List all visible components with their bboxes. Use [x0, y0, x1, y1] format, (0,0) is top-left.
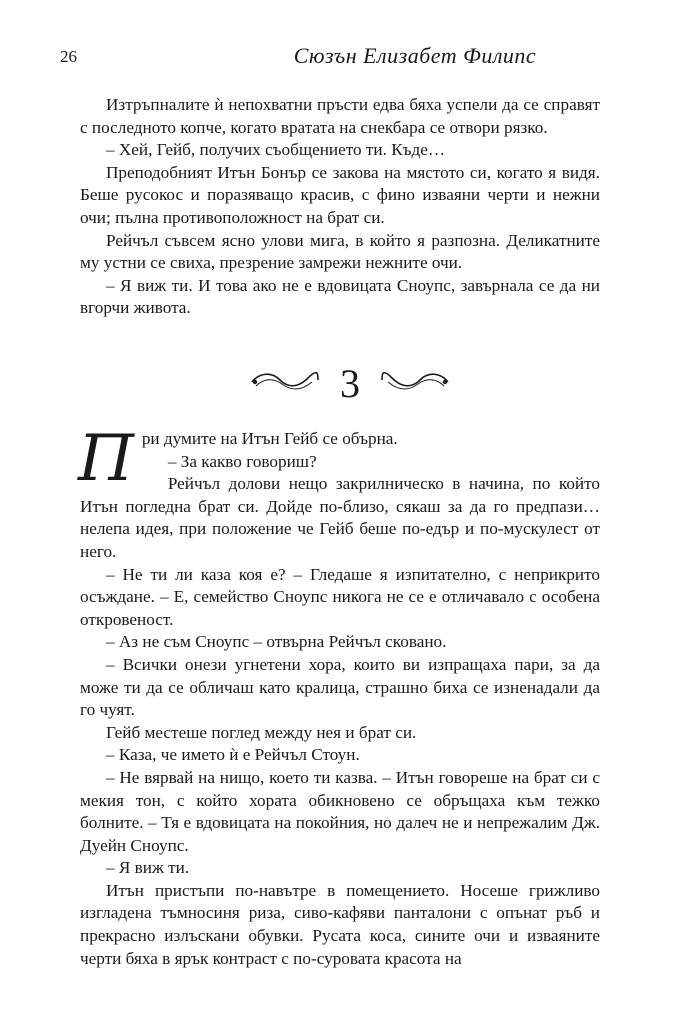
right-flourish-ornament — [380, 360, 450, 400]
chapter-text — [78, 422, 600, 970]
chapter-number: 3 — [340, 361, 360, 406]
drop-cap: П — [78, 422, 134, 496]
opening-text: ри думите на Итън Гейб се обърна. — [141, 429, 398, 448]
paragraph: – Всички онези угнетени хора, които ви изпращаха пари, за да може ти да се обличаш като кралица, страшно биха се изненадали да го чуят. — [80, 654, 600, 720]
paragraph: Преподобният Итън Бонър се закова на мястото си, когато я видя. Беше русокос и поразяващо красив, с фино изваяни черти и нежни очи; пълна противоположност на брат си. — [80, 162, 600, 227]
paragraph: Рейчъл долови нещо закрилническо в начина, по който Итън погледна брат си. Дойде по-близо, сякаш за да го предпази… нелепа идея, при положение че Гейб беше по-едър и по-мускулест от него. — [80, 474, 600, 561]
running-head-author: Сюзън Елизабет Филипс — [293, 43, 537, 68]
paragraph: – Аз не съм Сноупс – отвърна Рейчъл сковано. — [106, 632, 447, 652]
paragraph: Итън пристъпи по-навътре в помещението. Носеше грижливо изгладена тъмносиня риза, сиво-кафяви панталони с опънат ръб и прекрасно излъскани обувки. Русата коса, сините очи и изваяните черти бяха в ярък контраст с по-суровата красота на — [80, 880, 600, 968]
paragraph: Гейб местеше поглед между нея и брат си. — [106, 722, 417, 742]
paragraph: – Хей, Гейб, получих съобщението ти. Къде… — [106, 140, 446, 160]
paragraph: – За какво говориш? — [167, 451, 317, 471]
text-before-chapter — [80, 94, 600, 320]
paragraph: – Я виж ти. — [106, 858, 190, 878]
chapter-heading — [250, 360, 450, 410]
paragraph: Изтръпналите ѝ непохватни пръсти едва бяха успели да се справят с последното копче, когато вратата на снекбара се отвори рязко. — [80, 95, 600, 137]
paragraph: – Не вярвай на нищо, което ти казва. – Итън говореше на брат си с мекия тон, с който хората обикновено се обръщаха към тежко болните. – Тя е вдовицата на покойния, но далеч не и непрежалим Дж. Дуейн Сноупс. — [80, 767, 600, 855]
paragraph: – Я виж ти. И това ако не е вдовицата Сноупс, завърнала се да ни вгорчи живота. — [80, 275, 600, 318]
paragraph: – Каза, че името ѝ е Рейчъл Стоун. — [106, 745, 360, 765]
paragraph: – Не ти ли каза коя е? – Гледаше я изпитателно, с неприкрито осъждане. – Е, семейство Сноупс никога не се е отличавало с особена откровеност. — [80, 564, 600, 629]
paragraph: Рейчъл съвсем ясно улови мига, в който я разпозна. Деликатните му устни се свиха, презрение замрежи нежните очи. — [80, 230, 600, 273]
page-number: 26 — [60, 47, 77, 66]
